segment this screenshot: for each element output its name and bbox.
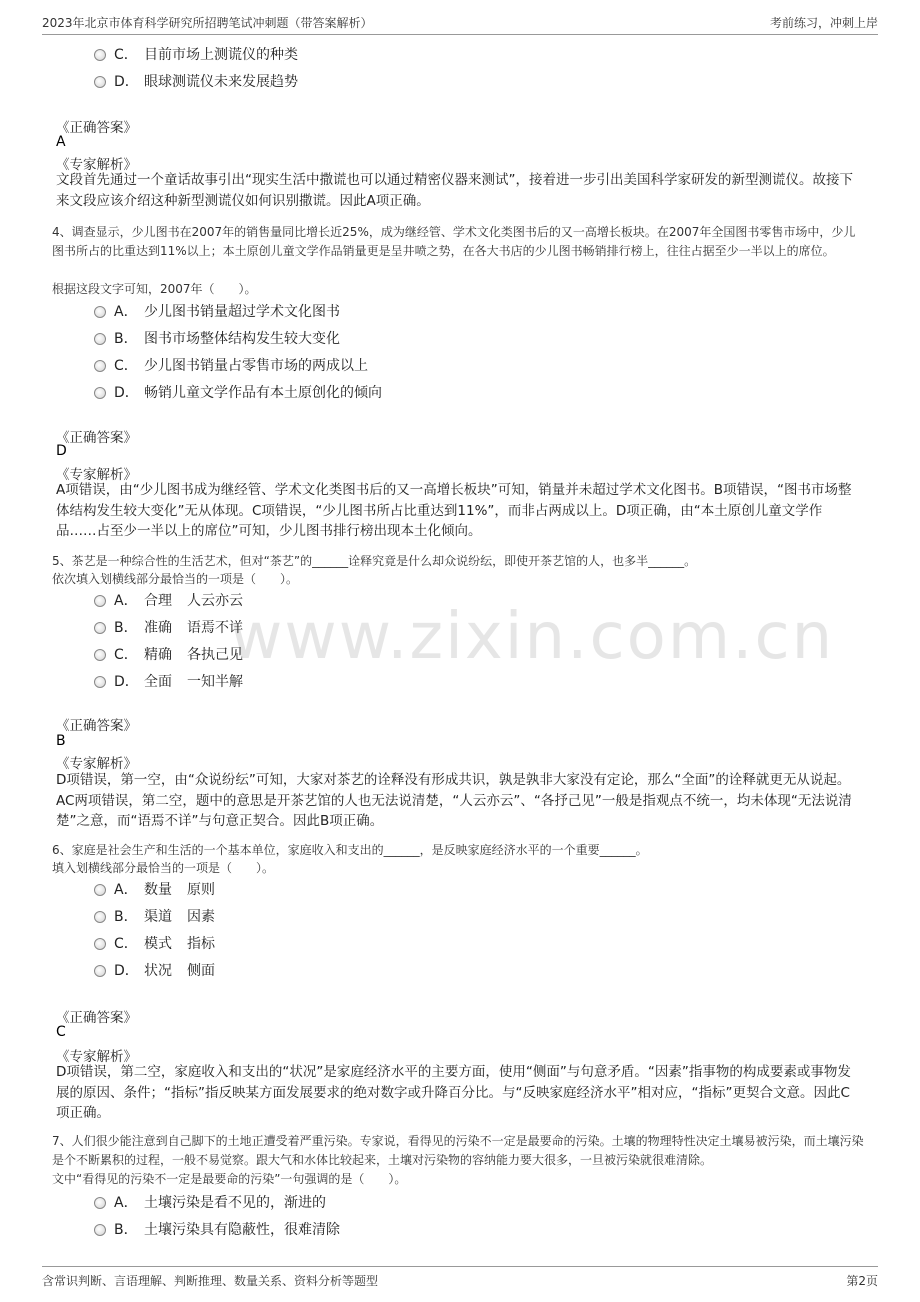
q6-answer: C (56, 1024, 66, 1040)
q5-expert-label: 《专家解析》 (56, 756, 137, 772)
q7-prompt: 文中“看得见的污染不一定是最要命的污染”一句强调的是（ ）。 (52, 1172, 407, 1186)
radio-icon[interactable] (94, 938, 106, 950)
q5-stem: 5、茶艺是一种综合性的生活艺术，但对“茶艺”的______诠释究竟是什么却众说纷纭，即使开茶艺馆的人，也多半______。 (52, 554, 697, 568)
q3-analysis: 文段首先通过一个童话故事引出“现实生活中撒谎也可以通过精密仪器来测试”，接着进一步引出美国科学家研发的新型测谎仪。故接下来文段应该介绍这种新型测谎仪如何识别撒谎。因此A项正确。 (56, 172, 853, 209)
q6-expert-label: 《专家解析》 (56, 1049, 137, 1065)
q4-expert-label: 《专家解析》 (56, 467, 137, 483)
watermark: www.zixin.com.cn (230, 600, 835, 674)
radio-icon[interactable] (94, 333, 106, 345)
radio-icon[interactable] (94, 595, 106, 607)
q6-stem: 6、家庭是社会生产和生活的一个基本单位，家庭收入和支出的______，是反映家庭经济水平的一个重要______。 (52, 843, 648, 857)
q5-correct-label: 《正确答案》 (56, 718, 137, 734)
q6-analysis: D项错误，第二空，家庭收入和支出的“状况”是家庭经济水平的主要方面，使用“侧面”与句意矛盾。“因素”指事物的构成要素或事物发展的原因、条件；“指标”指反映某方面发展要求的绝对数字或升降百分比。与“反映家庭经济水平”相对应，“指标”更契合文意。因此C项正确。 (56, 1064, 851, 1121)
q7-stem: 7、人们很少能注意到自己脚下的土地正遭受着严重污染。专家说，看得见的污染不一定是最要命的污染。土壤的物理特性决定土壤易被污染，而土壤污染是个不断累积的过程，一般不易觉察。跟大气和水体比较起来，土壤对污染物的容纳能力要大很多，一旦被污染就很难清除。 (52, 1134, 864, 1167)
q4-answer: D (56, 443, 67, 459)
radio-icon[interactable] (94, 676, 106, 688)
radio-icon[interactable] (94, 387, 106, 399)
q3-correct-label: 《正确答案》 (56, 120, 137, 136)
page-header (42, 10, 878, 35)
q5-answer: B (56, 733, 66, 749)
q6-prompt: 填入划横线部分最恰当的一项是（ ）。 (52, 861, 275, 875)
q6-correct-label: 《正确答案》 (56, 1010, 137, 1026)
q4-stem: 4、调查显示，少儿图书在2007年的销售量同比增长近25%，成为继经管、学术文化类图书后的又一高增长板块。在2007年全国图书零售市场中，少儿图书所占的比重达到11%以上；本土原创儿童文学作品销量更是呈井喷之势，在各大书店的少儿图书畅销排行榜上，往往占据至少一半以上的席位。 (52, 225, 856, 258)
q4-analysis: A项错误，由“少儿图书成为继经管、学术文化类图书后的又一高增长板块”可知，销量并未超过学术文化图书。B项错误，“图书市场整体结构发生较大变化”无从体现。C项错误，“少儿图书所占比重达到11%”，而非占两成以上。D项正确，由“本土原创儿童文学作品……占至少一半以上的席位”可知，少儿图书排行榜出现本土化倾向。 (56, 482, 852, 539)
header-slogan: 考前练习，冲刺上岸 (769, 16, 878, 30)
q3-answer: A (56, 134, 66, 150)
radio-icon[interactable] (94, 1197, 106, 1209)
page-number: 第2页 (846, 1274, 878, 1288)
radio-icon[interactable] (94, 1224, 106, 1236)
document-title: 2023年北京市体育科学研究所招聘笔试冲刺题（带答案解析） (42, 16, 373, 30)
radio-icon[interactable] (94, 965, 106, 977)
radio-icon[interactable] (94, 76, 106, 88)
radio-icon[interactable] (94, 360, 106, 372)
q3-expert-label: 《专家解析》 (56, 157, 137, 173)
page-footer (42, 1266, 878, 1291)
radio-icon[interactable] (94, 649, 106, 661)
radio-icon[interactable] (94, 911, 106, 923)
q5-prompt: 依次填入划横线部分最恰当的一项是（ ）。 (52, 572, 299, 586)
q5-analysis: D项错误，第一空，由“众说纷纭”可知，大家对茶艺的诠释没有形成共识，孰是孰非大家没有定论，那么“全面”的诠释就更无从说起。AC两项错误，第二空，题中的意思是开茶艺馆的人也无法说清楚，“人云亦云”、“各抒己见”一般是指观点不统一，均未体现“无法说清楚”之意，而“语焉不详”与句意正契合。因此B项正确。 (56, 772, 852, 829)
radio-icon[interactable] (94, 622, 106, 634)
radio-icon[interactable] (94, 306, 106, 318)
radio-icon[interactable] (94, 884, 106, 896)
radio-icon[interactable] (94, 49, 106, 61)
q4-prompt: 根据这段文字可知，2007年（ ）。 (52, 282, 257, 296)
q4-correct-label: 《正确答案》 (56, 430, 137, 446)
footer-categories: 含常识判断、言语理解、判断推理、数量关系、资料分析等题型 (42, 1274, 379, 1288)
